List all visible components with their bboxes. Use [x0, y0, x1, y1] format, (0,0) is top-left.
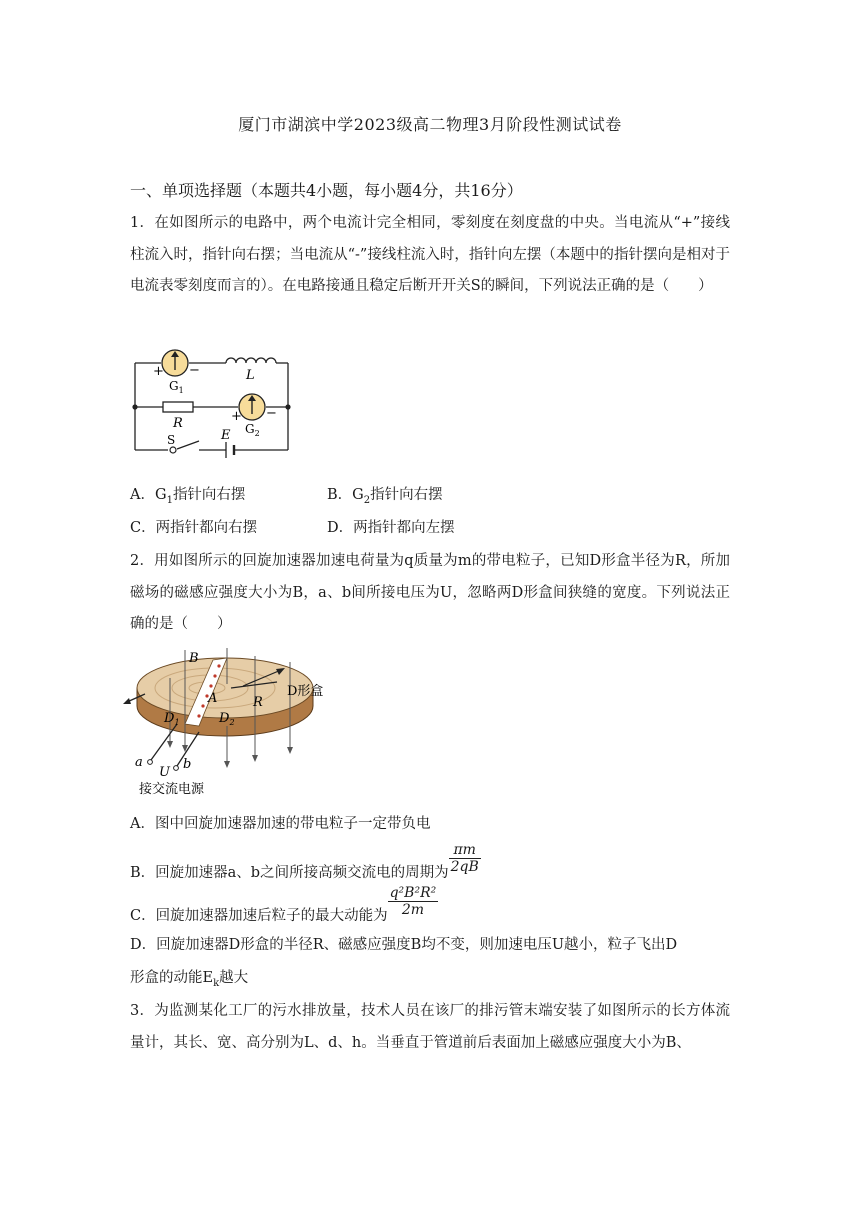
cyclotron-diagram — [115, 648, 345, 798]
page-title: 厦门市湖滨中学2023级高二物理3月阶段性测试试卷 — [238, 115, 622, 134]
question-1-option-a: A．$G_1$指针向右摆 — [130, 487, 246, 506]
question-1-option-b: B．$G_2$指针向右摆 — [327, 487, 443, 506]
inductor-label: L — [246, 368, 255, 383]
g1-minus-label: − — [189, 363, 200, 378]
circuit-diagram — [125, 343, 300, 463]
period-formula: $\frac{\pi m}{2qB}$ — [450, 842, 479, 875]
radius-label: R — [253, 695, 263, 710]
question-1-stem: 1．在如图所示的电路中，两个电流计完全相同，零刻度在刻度盘的中央。当电流从“+”接线柱流入时，指针向右摆；当电流从“-”接线柱流入时，指针向左摆（本题中的指针摆向是相对于电流表零刻度而言的）。在电路接通且稳定后断开开关S的瞬间，下列说法正确的是（ ） — [130, 215, 730, 294]
question-2-stem: 2．用如图所示的回旋加速器加速电荷量为q质量为m的带电粒子，已知D形盒半径为R，所加磁场的磁感应强度大小为B，a、b间所接电压为U，忽略两D形盒间狭缝的宽度。下列说法正确的是（ ） — [130, 553, 730, 632]
question-2-option-d-line-1: D．回旋加速器D形盒的半径R、磁感应强度B均不变，则加速电压U越小，粒子飞出D — [130, 937, 678, 953]
g2-label: $G_2$ — [245, 422, 260, 438]
section-heading: 一、单项选择题（本题共4小题，每小题4分，共16分） — [130, 181, 523, 200]
question-1-option-d: D．两指针都向左摆 — [327, 520, 455, 536]
question-1-option-c: C．两指针都向右摆 — [130, 520, 258, 536]
max-kinetic-energy-formula: $\frac{\text{q²B²R²}}{2m}$ — [389, 885, 437, 918]
voltage-label: U — [159, 765, 170, 780]
d2-label: $D_2$ — [219, 711, 235, 727]
resistor-label: R — [173, 416, 183, 431]
question-2-option-a: A．图中回旋加速器加速的带电粒子一定带负电 — [130, 816, 431, 832]
g1-label: $G_1$ — [169, 379, 184, 395]
switch-label: S — [167, 433, 176, 447]
g2-plus-label: + — [231, 409, 242, 424]
point-a-label: A — [208, 691, 218, 706]
question-2-option-b: B．回旋加速器a、b之间所接高频交流电的周期为 $\frac{\pi m}{2qB}$ — [130, 842, 479, 881]
d1-label: $D_1$ — [164, 711, 180, 727]
question-3-stem: 3．为监测某化工厂的污水排放量，技术人员在该厂的排污管末端安装了如图所示的长方体流量计，其长、宽、高分别为L、d、h。当垂直于管道前后表面加上磁感应强度大小为B、 — [130, 1003, 730, 1051]
b-field-label: B — [189, 651, 199, 666]
terminal-b-label: b — [183, 757, 192, 772]
question-2-option-c: C．回旋加速器加速后粒子的最大动能为 $\frac{\text{q²B²R²}}{2m}$ — [130, 885, 437, 924]
g1-plus-label: + — [153, 364, 164, 379]
g2-minus-label: − — [266, 406, 277, 421]
question-2-option-d-line-2: 形盒的动能$E_k$越大 — [130, 970, 249, 989]
battery-label: E — [221, 428, 231, 443]
terminal-a-label: a — [135, 755, 143, 770]
ac-source-label: 接交流电源 — [139, 782, 205, 797]
d-box-label: D形盒 — [287, 684, 324, 699]
